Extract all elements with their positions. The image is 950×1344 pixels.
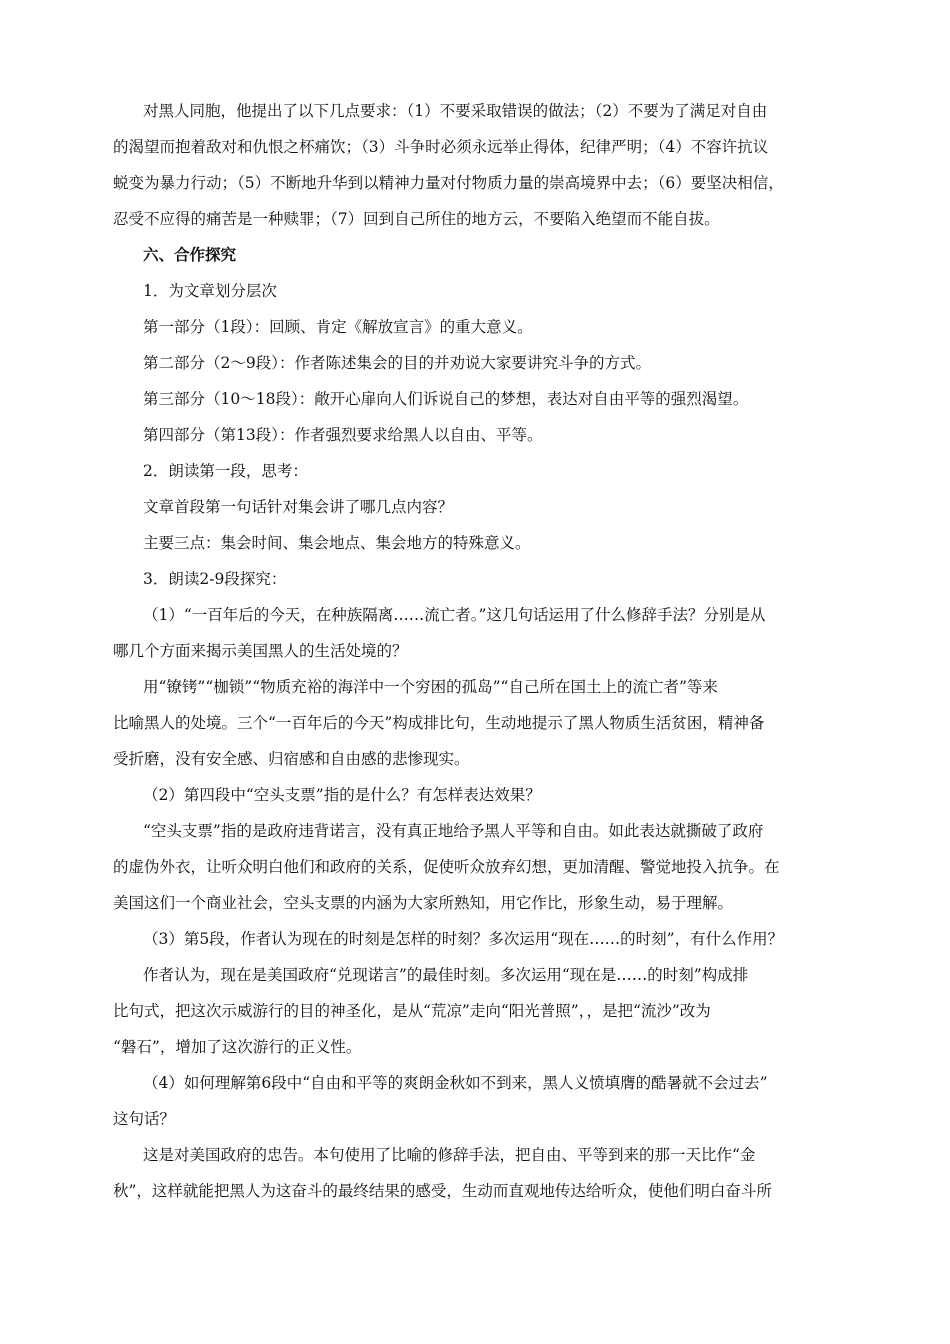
- paragraph-line: 秋”，这样就能把黑人为这奋斗的最终结果的感受，生动而直观地传达给听众，使他们明白奋斗所: [113, 1182, 772, 1200]
- paragraph-line: 第一部分（1段）：回顾、肯定《解放宣言》的重大意义。: [143, 318, 533, 336]
- paragraph-line: 用“镣铐”“枷锁”“物质充裕的海洋中一个穷困的孤岛”“自己所在国土上的流亡者”等来: [143, 678, 718, 696]
- paragraph-line: 这是对美国政府的忠告。本句使用了比喻的修辞手法，把自由、平等到来的那一天比作“金: [143, 1146, 756, 1164]
- question-line: （2）第四段中“空头支票”指的是什么？有怎样表达效果？: [143, 786, 541, 804]
- paragraph-line: 受折磨，没有安全感、归宿感和自由感的悲惨现实。: [113, 750, 470, 768]
- paragraph-line: 对黑人同胞，他提出了以下几点要求：（1）不要采取错误的做法；（2）不要为了满足对自由: [143, 102, 768, 120]
- question-line: 哪几个方面来揭示美国黑人的生活处境的？: [113, 642, 408, 660]
- question-line: （3）第5段，作者认为现在的时刻是怎样的时刻？多次运用“现在……的时刻”，有什么作用？: [143, 930, 784, 948]
- subheading: 1．为文章划分层次: [143, 282, 277, 300]
- paragraph-line: 第二部分（2～9段）：作者陈述集会的目的并劝说大家要讲究斗争的方式。: [143, 354, 651, 372]
- paragraph-line: 比喻黑人的处境。三个“一百年后的今天”构成排比句，生动地提示了黑人物质生活贫困，精神备: [113, 714, 765, 732]
- paragraph-line: 忍受不应得的痛苦是一种赎罪；（7）回到自己所住的地方云，不要陷入绝望而不能自拔。: [113, 210, 720, 228]
- question-line: （4）如何理解第6段中“自由和平等的爽朗金秋如不到来，黑人义愤填膺的酷暑就不会过去”: [143, 1074, 768, 1092]
- question-line: （1）“一百年后的今天，在种族隔离……流亡者。”这几句话运用了什么修辞手法？分别是从: [143, 606, 766, 624]
- paragraph-line: 比句式，把这次示威游行的目的神圣化，是从“荒凉”走向“阳光普照”，，是把“流沙”改为: [113, 1002, 711, 1020]
- paragraph-line: 文章首段第一句话针对集会讲了哪几点内容？: [143, 498, 454, 516]
- paragraph-line: 作者认为，现在是美国政府“兑现诺言”的最佳时刻。多次运用“现在是……的时刻”构成排: [143, 966, 749, 984]
- paragraph-line: 蜕变为暴力行动；（5）不断地升华到以精神力量对付物质力量的崇高境界中去；（6）要坚决相信，: [113, 174, 784, 192]
- paragraph-line: 美国这们一个商业社会，空头支票的内涵为大家所熟知，用它作比，形象生动，易于理解。: [113, 894, 734, 912]
- paragraph-line: “空头支票”指的是政府违背诺言，没有真正地给予黑人平等和自由。如此表达就撕破了政府: [143, 822, 764, 840]
- paragraph-line: 主要三点：集会时间、集会地点、集会地方的特殊意义。: [143, 534, 531, 552]
- paragraph-line: 的虚伪外衣，让听众明白他们和政府的关系，促使听众放弃幻想，更加清醒、警觉地投入抗争。在: [113, 858, 780, 876]
- paragraph-line: 的渴望而抱着敌对和仇恨之杯痛饮；（3）斗争时必须永远举止得体，纪律严明；（4）不容许抗议: [113, 138, 769, 156]
- question-line: 这句话？: [113, 1110, 176, 1128]
- subheading: 2．朗读第一段，思考：: [143, 462, 308, 480]
- paragraph-line: 第四部分（第13段）：作者强烈要求给黑人以自由、平等。: [143, 426, 543, 444]
- paragraph-line: “磐石”，增加了这次游行的正义性。: [113, 1038, 362, 1056]
- subheading: 3．朗读2-9段探究：: [143, 570, 287, 588]
- section-heading: 六、合作探究: [143, 245, 237, 264]
- paragraph-line: 第三部分（10～18段）：敞开心扉向人们诉说自己的梦想，表达对自由平等的强烈渴望。: [143, 390, 749, 408]
